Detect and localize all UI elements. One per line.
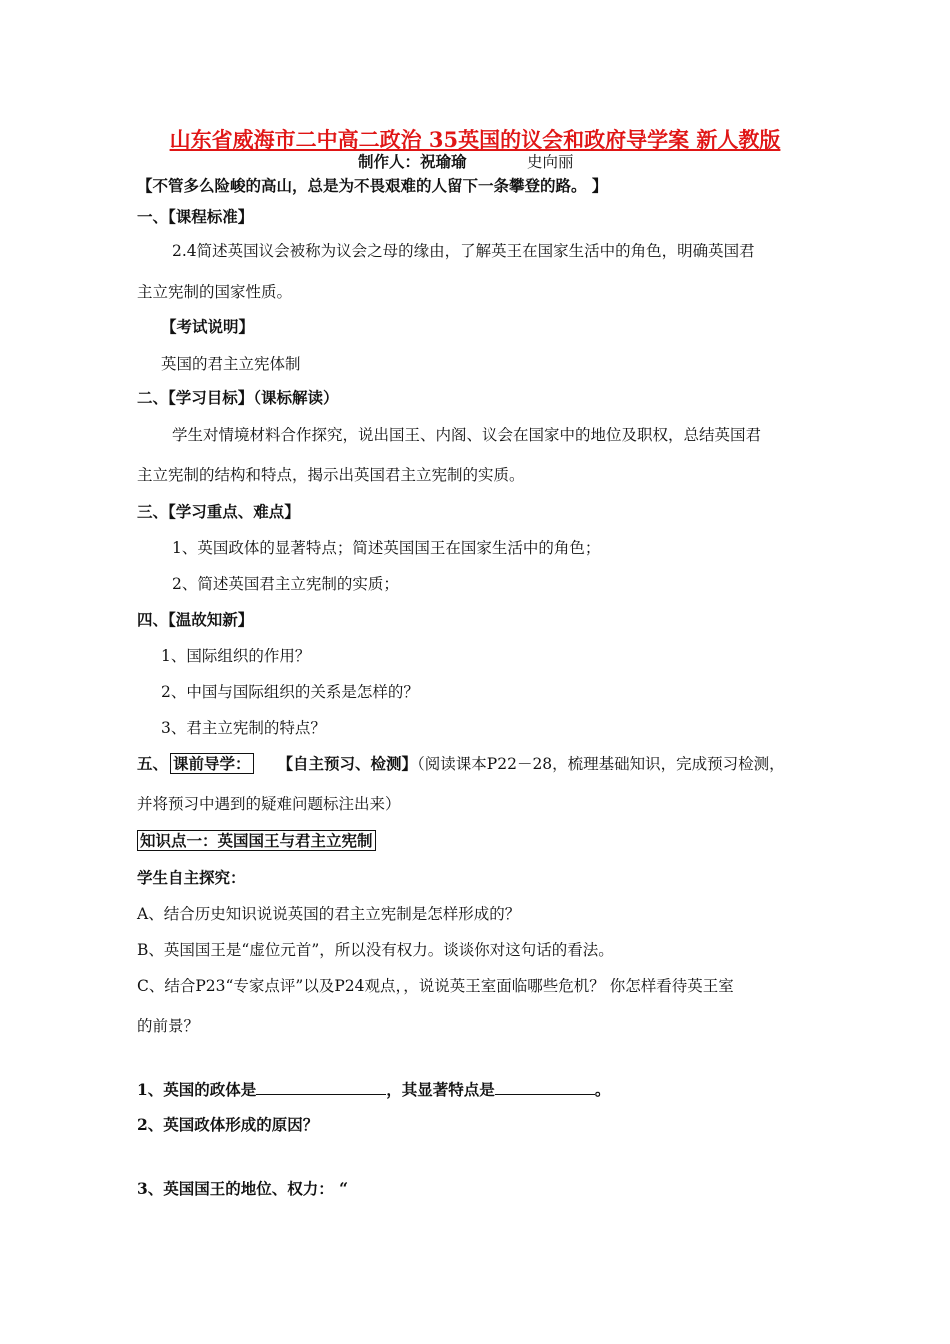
- section-4-item-2: 2、中国与国际组织的关系是怎样的？: [161, 683, 419, 701]
- author-second: 史向丽: [527, 153, 574, 171]
- section-4-item-1: 1、国际组织的作用？: [161, 647, 311, 665]
- question-1-part-b: ，其显著特点是: [386, 1080, 495, 1099]
- section-4-item-3: 3、君主立宪制的特点？: [161, 719, 326, 737]
- question-1-part-a: 1、英国的政体是: [137, 1080, 257, 1099]
- exam-notes-heading: 【考试说明】: [161, 317, 255, 336]
- section-5-line2: 并将预习中遇到的疑难问题标注出来）: [137, 795, 401, 813]
- question-1: [137, 1079, 610, 1101]
- section-2-para-line2: 主立宪制的结构和特点，揭示出英国君主立宪制的实质。: [137, 466, 525, 484]
- exam-notes-text: 英国的君主立宪体制: [161, 355, 301, 373]
- explore-question-c-line2: 的前景？: [137, 1017, 200, 1035]
- section-5-line1: [137, 753, 785, 775]
- section-4-heading: 四、【温故知新】: [137, 610, 254, 629]
- section-3-item-2: 2、简述英国君主立宪制的实质；: [172, 575, 399, 593]
- document-title: 山东省威海市二中高二政治 35英国的议会和政府导学案 新人教版: [169, 127, 781, 152]
- section-5-instructions: （阅读课本P22－28，梳理基础知识，完成预习检测，: [417, 755, 785, 773]
- section-1-para-line1: 2.4简述英国议会被称为议会之母的缘由，了解英王在国家生活中的角色，明确英国君: [172, 242, 755, 260]
- section-5-bold-label: 【自主预习、检测】: [277, 754, 418, 773]
- question-2: 2、英国政体形成的原因？: [137, 1115, 319, 1134]
- motto: 【不管多么险峻的高山，总是为不畏艰难的人留下一条攀登的路。 】: [137, 176, 608, 195]
- section-3-item-1: 1、英国政体的显著特点；简述英国国王在国家生活中的角色；: [172, 539, 601, 557]
- explore-question-c-line1: C、结合P23“专家点评”以及P24观点，，说说英王室面临哪些危机？ 你怎样看待英王室: [137, 977, 734, 995]
- author-label: 制作人：祝瑜瑜: [358, 152, 467, 171]
- question-3: 3、英国国王的地位、权力： “: [137, 1179, 349, 1198]
- knowledge-point-1-box: 知识点一：英国国王与君主立宪制: [137, 830, 376, 851]
- section-2-para-line1: 学生对情境材料合作探究，说出国王、内阁、议会在国家中的地位及职权，总结英国君: [172, 426, 762, 444]
- section-1-heading: 一、【课程标准】: [137, 207, 254, 226]
- explore-question-a: A、结合历史知识说说英国的君主立宪制是怎样形成的？: [137, 905, 521, 923]
- explore-heading: 学生自主探究：: [137, 868, 246, 887]
- question-1-blank-1[interactable]: [256, 1080, 386, 1095]
- knowledge-point-1: [137, 830, 376, 852]
- question-1-blank-2[interactable]: [495, 1080, 595, 1095]
- section-5-number: 五、: [137, 754, 169, 773]
- section-1-para-line2: 主立宪制的国家性质。: [137, 283, 293, 301]
- section-5-boxed-label: 课前导学：: [170, 753, 254, 774]
- section-3-heading: 三、【学习重点、难点】: [137, 502, 300, 521]
- section-2-heading: 二、【学习目标】（课标解读）: [137, 388, 339, 407]
- question-1-part-c: 。: [594, 1080, 611, 1099]
- explore-question-b: B、英国国王是“虚位元首”，所以没有权力。谈谈你对这句话的看法。: [137, 941, 614, 959]
